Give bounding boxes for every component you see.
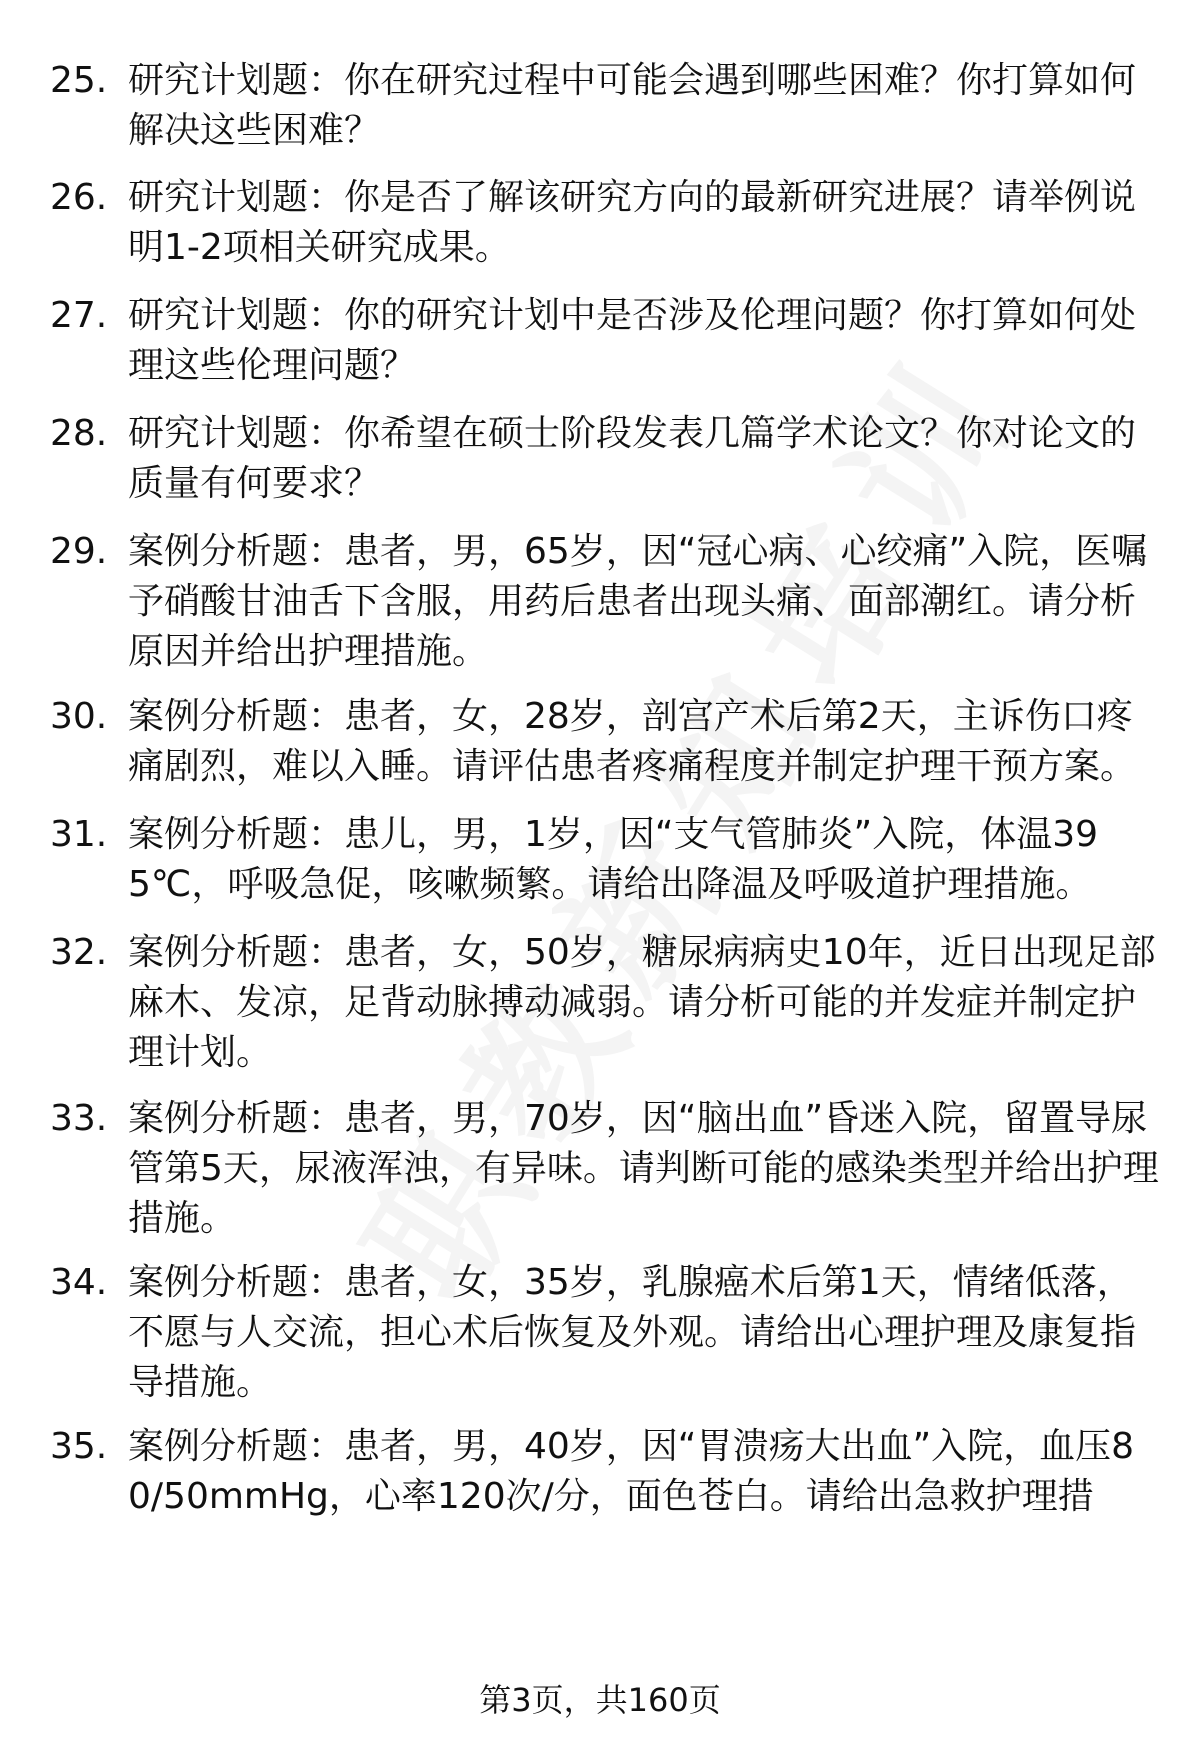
question-number: 25. xyxy=(50,60,108,101)
question-text: 案例分析题：患者，男，70岁，因“脑出血”昏迷入院，留置导尿管第5天，尿液浑浊，有异味。请判断可能的感染类型并给出护理措施。 xyxy=(128,1098,1159,1239)
question-text: 研究计划题：你的研究计划中是否涉及伦理问题？你打算如何处理这些伦理问题？ xyxy=(128,295,1137,386)
question-number: 30. xyxy=(50,696,108,737)
question-number: 34. xyxy=(50,1262,108,1303)
question-text: 案例分析题：患者，男，40岁，因“胃溃疡大出血”入院，血压80/50mmHg，心率120次/分，面色苍白。请给出急救护理措 xyxy=(128,1426,1135,1517)
question-number: 27. xyxy=(50,295,108,336)
question-number: 33. xyxy=(50,1098,108,1139)
question-number: 35. xyxy=(50,1426,108,1467)
question-text: 案例分析题：患者，男，65岁，因“冠心病、心绞痛”入院，医嘱予硝酸甘油舌下含服，用药后患者出现头痛、面部潮红。请分析原因并给出护理措施。 xyxy=(128,531,1148,672)
question-number: 31. xyxy=(50,814,108,855)
question-text: 案例分析题：患儿，男，1岁，因“支气管肺炎”入院，体温395℃，呼吸急促，咳嗽频繁。请给出降温及呼吸道护理措施。 xyxy=(128,814,1099,905)
question-number: 29. xyxy=(50,531,108,572)
question-text: 研究计划题：你在研究过程中可能会遇到哪些困难？你打算如何解决这些困难？ xyxy=(128,60,1137,151)
question-text: 案例分析题：患者，女，35岁，乳腺癌术后第1天，情绪低落，不愿与人交流，担心术后恢复及外观。请给出心理护理及康复指导措施。 xyxy=(128,1262,1137,1403)
question-text: 研究计划题：你是否了解该研究方向的最新研究进展？请举例说明1-2项相关研究成果。 xyxy=(128,177,1137,268)
question-text: 案例分析题：患者，女，28岁，剖宫产术后第2天，主诉伤口疼痛剧烈，难以入睡。请评估患者疼痛程度并制定护理干预方案。 xyxy=(128,696,1137,787)
question-number: 26. xyxy=(50,177,108,218)
page-number: 第3页，共160页 xyxy=(479,1681,721,1719)
question-text: 研究计划题：你希望在硕士阶段发表几篇学术论文？你对论文的质量有何要求？ xyxy=(128,413,1137,504)
question-number: 32. xyxy=(50,932,108,973)
question-text: 案例分析题：患者，女，50岁，糖尿病病史10年，近日出现足部麻木、发凉，足背动脉搏动减弱。请分析可能的并发症并制定护理计划。 xyxy=(128,932,1156,1073)
question-number: 28. xyxy=(50,413,108,454)
